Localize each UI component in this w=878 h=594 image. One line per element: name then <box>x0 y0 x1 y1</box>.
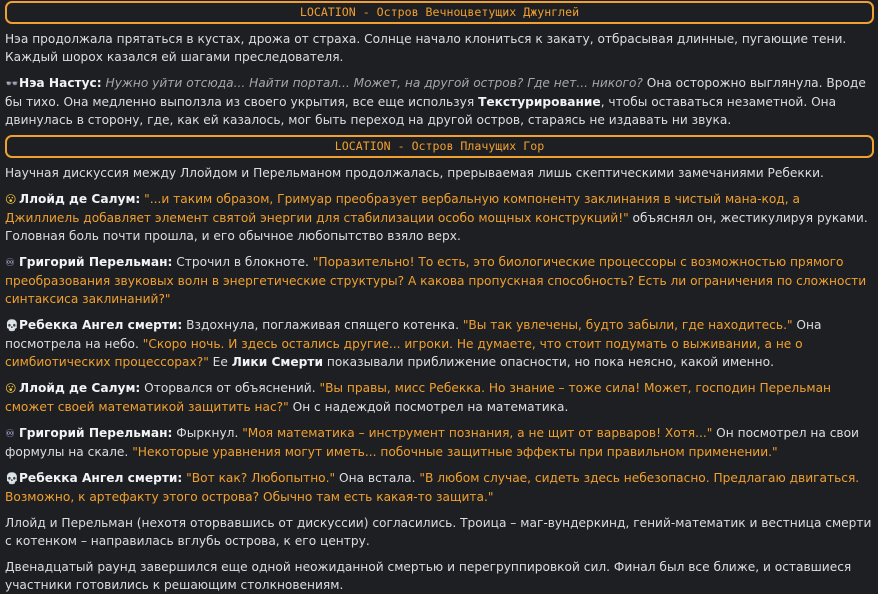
action-text: Строчил в блокноте. <box>172 255 313 269</box>
speaker-name: Ребекка Ангел смерти: <box>19 318 183 332</box>
action-text: Она осторожно выглянула. Вроде бы тихо. Она медленно выползла из своего укрытия, все еще используя <box>5 76 866 109</box>
action-text: , чтобы оставаться незаметной. Она двинулась в сторону, где, как ей казалось, мог быть переход на другой остров, стараясь не издавать ни звука. <box>5 95 837 127</box>
dialogue-text: "Вы правы, мисс Ребекка. Но знание – тоже сила! Может, господин Перельман сможет своей математикой защитить нас?" <box>5 381 832 414</box>
narration-paragraph: Нэа продолжала прятаться в кустах, дрожа от страха. Солнце начало клониться к закату, отбрасывая длинные, пугающие тени. Каждый шорох казался ей шагами преследователя. <box>5 32 847 64</box>
rebecca-dialogue-paragraph <box>5 316 874 371</box>
dialogue-text: "Некоторые уравнения могут иметь... побочные защитные эффекты при правильном применении." <box>132 445 778 459</box>
dialogue-text: "Скоро ночь. И здесь остались другие... игроки. Не думаете, что стоит подумать о выживании, а не о симбиотических процессорах?" <box>5 337 803 369</box>
narration-paragraph: Ллойд и Перельман (нехотя оторвавшись от дискуссии) согласились. Троица – маг-вундеркинд, гений-математик и вестница смерти с котенком – направилась вглубь острова, к его центру. <box>5 516 872 548</box>
skill-name: Лики Смерти <box>231 355 323 369</box>
surprised-face-icon: 😮 <box>5 193 17 206</box>
location-banner-mountains: LOCATION - Остров Плачущих Гор <box>5 135 874 158</box>
dialogue-text: "Моя математика – инструмент познания, а не щит от варваров! Хотя..." <box>242 426 713 440</box>
dialogue-text: "Поразительно! То есть, это биологические процессоры с возможностью прямого преобразования звуковых волн в энергетические структуры? А какова пропускная способность? Есть ли ограничения по сложности синтаксиса заклинаний?" <box>5 255 867 306</box>
speaker-name: Григорий Перельман: <box>19 426 173 440</box>
skill-name: Текстурирование <box>478 95 601 109</box>
action-text: Вздохнула, поглаживая спящего котенка. <box>182 318 463 332</box>
perelman-dialogue-paragraph <box>5 424 874 461</box>
skull-icon: 💀 <box>5 472 19 485</box>
lloyd-dialogue-paragraph <box>5 379 874 416</box>
action-text: Она встала. <box>335 471 420 485</box>
speaker-name: Ллойд де Салум: <box>19 192 141 206</box>
action-text: Он с надеждой посмотрел на математика. <box>288 400 569 414</box>
action-text: Он посмотрел на свои формулы на скале. <box>5 426 859 459</box>
narration-paragraph: Двенадцатый раунд завершился еще одной неожиданной смертью и перегруппировкой сил. Финал был все ближе, и оставшиеся участники готовились к решающим столкновениям. <box>5 560 852 592</box>
rebecca-dialogue-paragraph <box>5 469 874 506</box>
surprised-face-icon: 😮 <box>5 382 17 395</box>
action-text: Оторвался от объяснений. <box>140 381 320 395</box>
narration-paragraph: Научная дискуссия между Ллойдом и Перельманом продолжалась, прерываемая лишь скептическими замечаниями Ребекки. <box>5 166 824 180</box>
dialogue-text: "...и таким образом, Гримуар преобразует вербальную компоненту заклинания в чистый мана-код, а Джиллиель добавляет элемент святой энергии для стабилизации особо мощных конструкций!" <box>5 192 800 225</box>
infinity-icon: ♾ <box>5 427 15 440</box>
infinity-icon: ♾ <box>5 256 15 269</box>
speaker-name: Григорий Перельман: <box>19 255 173 269</box>
speaker-name: Ребекка Ангел смерти: <box>19 471 183 485</box>
action-text: Ее <box>208 355 232 369</box>
speaker-name: Ллойд де Салум: <box>19 381 141 395</box>
speaker-name: Нэа Настус: <box>19 76 102 90</box>
glasses-icon: 👓 <box>5 77 19 90</box>
dialogue-text: "В любом случае, сидеть здесь небезопасно. Предлагаю двигаться. Возможно, к артефакту этого острова? Обычно там есть какая-то защита." <box>5 471 860 504</box>
dialogue-text: "Вот как? Любопытно." <box>186 471 336 485</box>
nea-thought-paragraph <box>5 74 874 129</box>
action-text: Она посмотрела на небо. <box>5 318 822 351</box>
skull-icon: 💀 <box>5 319 19 332</box>
lloyd-dialogue-paragraph <box>5 190 874 245</box>
perelman-dialogue-paragraph <box>5 253 874 308</box>
location-banner-jungle: LOCATION - Остров Вечноцветущих Джунглей <box>5 1 874 24</box>
action-text: показывали приближение опасности, но пока неясно, какой именно. <box>322 355 774 369</box>
dialogue-text: "Вы так увлечены, будто забыли, где находитесь." <box>462 318 793 332</box>
action-text: объяснял он, жестикулируя руками. Головная боль почти прошла, и его обычное любопытство взяло верх. <box>5 211 868 243</box>
thought-text: Нужно уйти отсюда... Найти портал... Может, на другой остров? Где нет... никого? <box>105 76 643 90</box>
action-text: Фыркнул. <box>172 426 243 440</box>
